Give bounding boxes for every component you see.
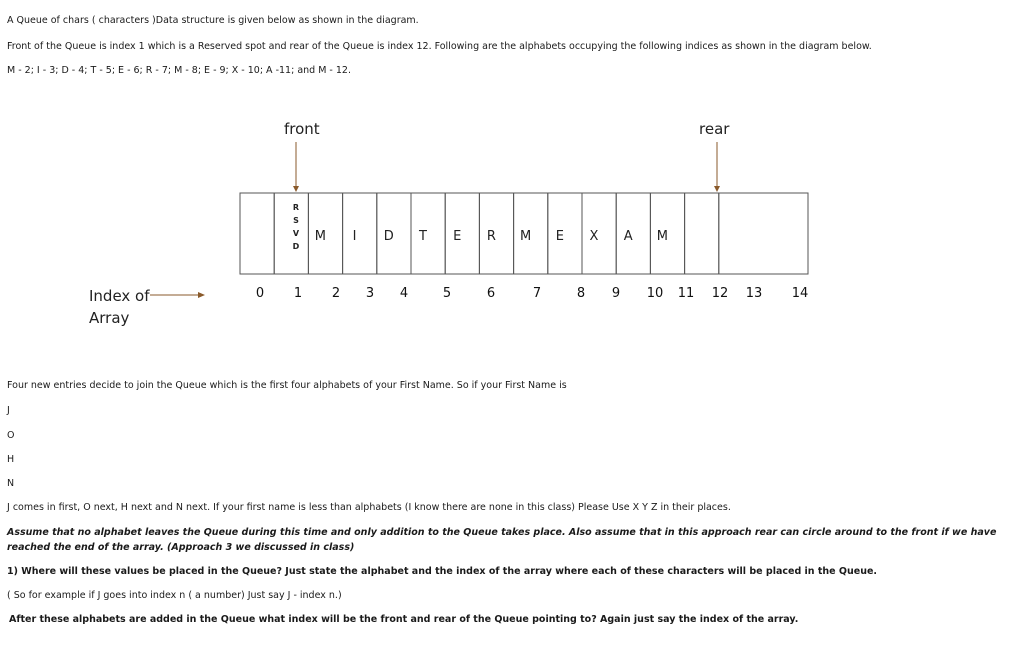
front-label: front	[284, 120, 320, 138]
array-index-label: 7	[532, 286, 542, 301]
name-letter: N	[7, 478, 15, 489]
array-index-label: 5	[442, 286, 452, 301]
array-index-label: 8	[576, 286, 586, 301]
reserved-letter: D	[292, 242, 300, 251]
front-arrow-head	[293, 186, 299, 192]
question-1: 1) Where will these values be placed in the Queue? Just state the alphabet and the index of the array where each of these characters will be placed in the Queue.	[7, 566, 878, 577]
intro-line-1: A Queue of chars ( characters )Data structure is given below as shown in the diagram.	[7, 15, 419, 26]
array-index-label: 0	[255, 286, 265, 301]
queue-cell-value: M	[656, 229, 668, 244]
queue-cell-value: T	[419, 229, 427, 244]
array-index-label: 1	[293, 286, 303, 301]
intro-line-2: Front of the Queue is index 1 which is a Reserved spot and rear of the Queue is index 12. Following are the alphabets occupying the following indices as shown in the diagram below.	[7, 41, 872, 52]
reserved-letter: V	[292, 229, 300, 238]
queue-cell	[240, 193, 274, 274]
reserved-letter: R	[292, 203, 300, 212]
queue-cell-value: E	[555, 229, 564, 244]
name-letter: J	[7, 405, 10, 416]
array-index-label: 14	[791, 286, 809, 301]
rear-arrow-head	[714, 186, 720, 192]
array-index-label: 9	[611, 286, 621, 301]
array-index-label: 12	[711, 286, 729, 301]
array-index-label: 13	[745, 286, 763, 301]
queue-cell-value: A	[623, 229, 633, 244]
array-index-label: 2	[331, 286, 341, 301]
array-index-label: 4	[399, 286, 409, 301]
question-2: After these alphabets are added in the Queue what index will be the front and rear of the Queue pointing to? Again just say the index of the array.	[9, 614, 799, 625]
reserved-letter: S	[293, 216, 299, 225]
array-index-label: 3	[365, 286, 375, 301]
index-label-line-2: Array	[89, 309, 130, 327]
queue-cell	[719, 193, 808, 274]
paragraph-order: J comes in first, O next, H next and N next. If your first name is less than alphabets (I know there are none in this class) Please Use X Y Z in their places.	[7, 502, 731, 513]
index-arrow-head	[198, 292, 205, 298]
queue-cell-value: M	[519, 229, 532, 244]
paragraph-new-entries: Four new entries decide to join the Queue which is the first four alphabets of your First Name. So if your First Name is	[7, 380, 567, 391]
index-label-line-1: Index of	[89, 287, 150, 305]
array-index-label: 10	[646, 286, 664, 301]
array-index-label: 6	[486, 286, 496, 301]
rear-label: rear	[699, 120, 730, 138]
queue-cell-value: E	[453, 229, 462, 244]
intro-line-3: M - 2; I - 3; D - 4; T - 5; E - 6; R - 7; M - 8; E - 9; X - 10; A -11; and M - 12.	[7, 65, 351, 76]
paragraph-assumption: Assume that no alphabet leaves the Queue during this time and only addition to the Queue takes place. Also assume that in this approach rear can circle around to the front if we have reached the end of the array. (Approach 3 we discussed in class)	[7, 527, 997, 553]
queue-cell-value: D	[383, 229, 394, 244]
name-letter: H	[7, 454, 15, 465]
queue-cell-value: R	[486, 229, 496, 244]
question-1-example: ( So for example if J goes into index n ( a number) Just say J - index n.)	[7, 590, 342, 601]
reserved-stack	[286, 201, 306, 253]
array-index-label: 11	[677, 286, 695, 301]
queue-cell-value: X	[589, 229, 599, 244]
queue-cell	[685, 193, 719, 274]
name-letter: O	[7, 430, 15, 441]
queue-cell-value: M	[314, 229, 326, 244]
queue-cell-value: I	[352, 229, 357, 244]
